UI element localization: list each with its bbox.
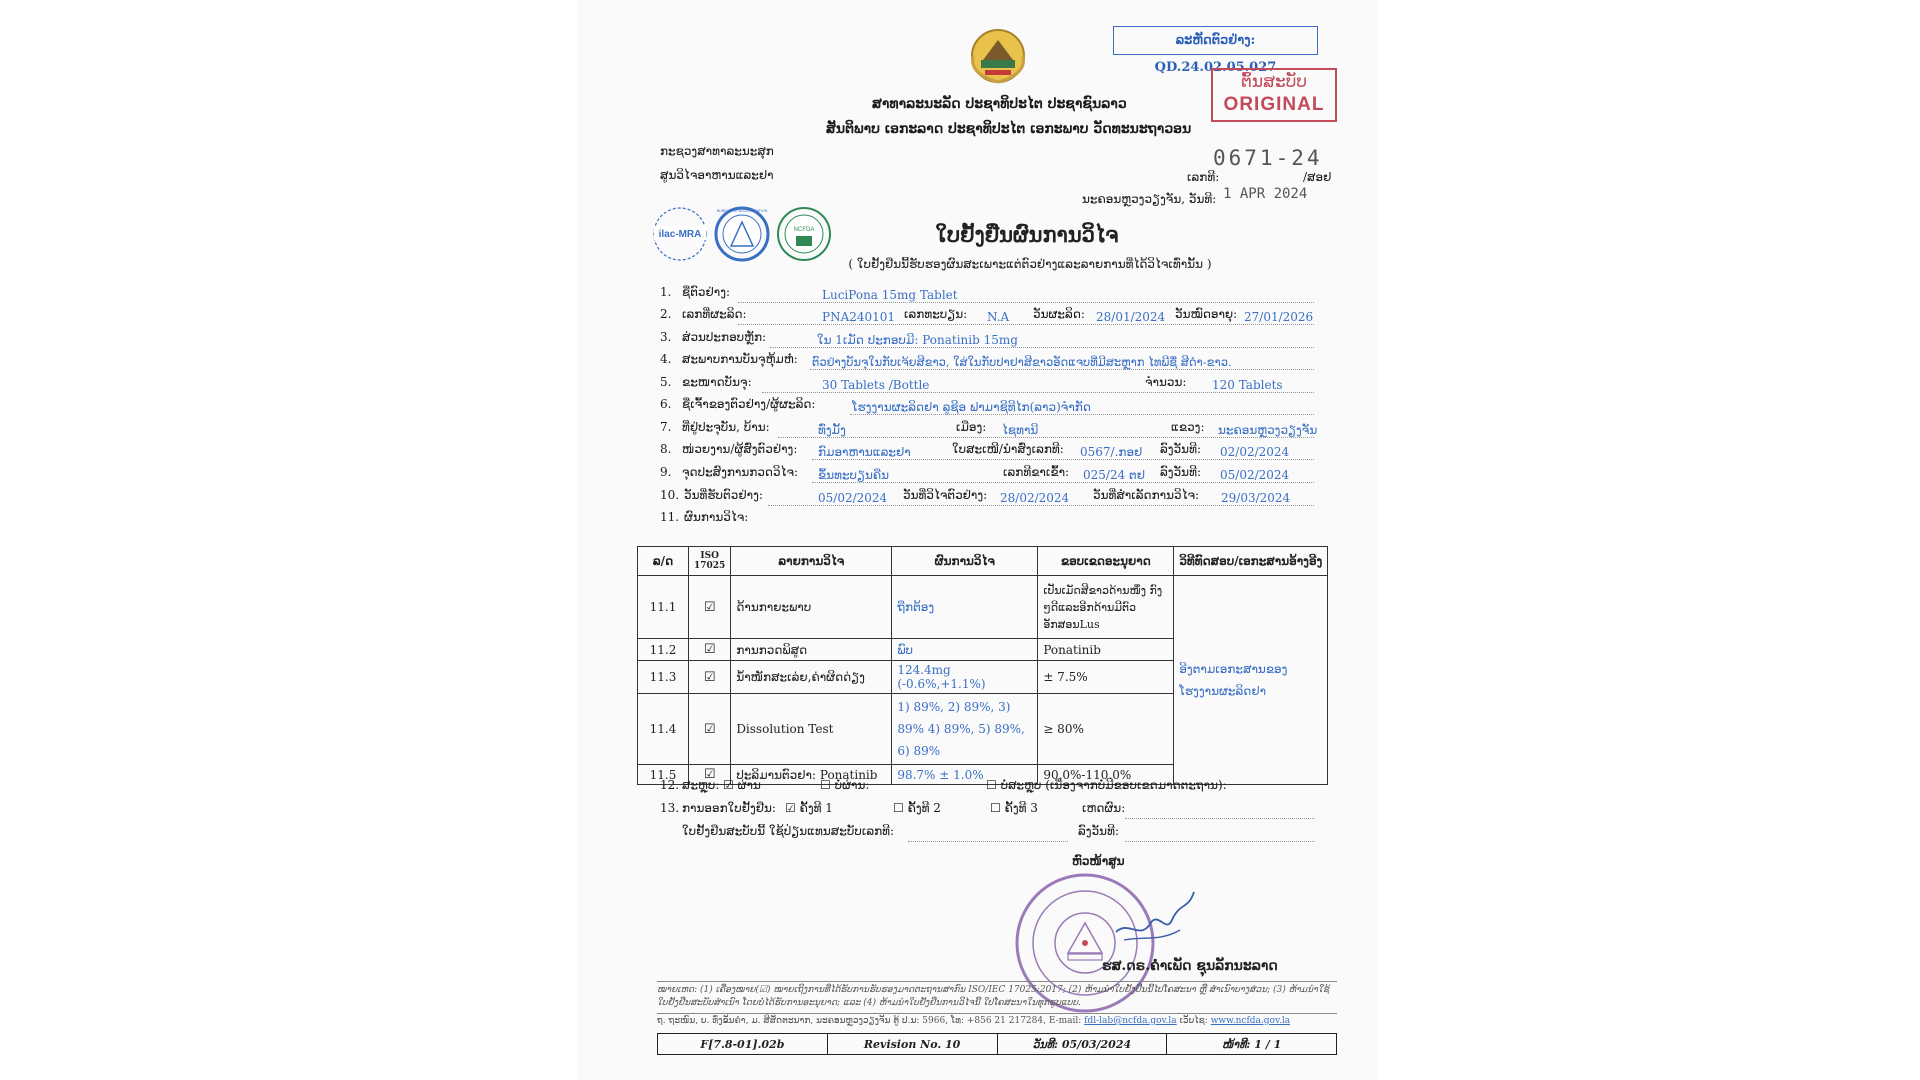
summary-pass: ☑ ຜ່ານ <box>723 778 761 792</box>
ncfda-logo-text: NCFDA <box>793 227 815 233</box>
bureau-accreditation-logo-text: BUREAU OF ACCREDITATION <box>716 209 768 213</box>
center-name: ສູນວິໄຈອາຫານແລະຢາ <box>660 168 774 182</box>
replace-line <box>908 841 1068 842</box>
field-11-label: ຜົນການວິໄຈ: <box>684 510 749 524</box>
test-limit: ≥ 80% <box>1038 694 1174 765</box>
packaging-condition: ຕົວຢ່າງບັນຈຸໃນກັບເຈ້ຍສີຂາວ, ໃສ່ໃນກັບປາຢາສີຂາວອັດແຈບທີ່ມີສະຫຼາກ ໄທພີຊື່ ສີດຳ-ຂາວ. <box>812 355 1232 369</box>
signatory-name: ຮສ.ດຣ.ຄຳເພັດ ຊຸນລັກນະລາດ <box>1102 958 1278 974</box>
field-2-line <box>738 324 1314 325</box>
iso-check-icon: ☑ <box>689 765 731 785</box>
field-8-label: ໜ່ວຍງານ/ຜູ້ສົ່ງຕົວຢ່າງ: <box>682 442 798 456</box>
field-5-line <box>762 392 1314 393</box>
request-date: 02/02/2024 <box>1220 445 1290 459</box>
signature-icon <box>1110 880 1200 950</box>
request-number: 0567/.ກອຢ <box>1080 445 1143 459</box>
field-7-number: 7. <box>660 420 672 434</box>
field-5-label: ຂະໜາດບັນຈຸ: <box>682 375 752 389</box>
signatory-title: ຫົວໜ້າສູນ <box>1072 854 1125 868</box>
intake-date: 05/02/2024 <box>1220 468 1290 482</box>
ilac-mra-logo-text: ilac-MRA <box>658 229 702 240</box>
test-item: ການກວດພິສູດ <box>731 639 892 661</box>
completion-date: 29/03/2024 <box>1221 491 1291 505</box>
completion-date-label: ວັນທີ່ສຳເລັດການວິໄຈ: <box>1093 488 1200 502</box>
col-no: ລ/ດ <box>638 547 689 576</box>
website-link[interactable]: www.ncfda.gov.la <box>1210 1016 1291 1026</box>
certificate-number: 0671-24 <box>1213 146 1323 170</box>
row-number: 11.2 <box>638 639 689 661</box>
issue-second: ☐ ຄັ້ງທີ 2 <box>893 801 941 815</box>
issue-date-stamp: 1 APR 2024 <box>1223 186 1308 202</box>
registration-label: ເລກທະບຽນ: <box>904 307 968 321</box>
analysis-date-label: ວັນທີ່ວິໄຈຕົວຢ່າງ: <box>903 488 988 502</box>
field-6-number: 6. <box>660 397 672 411</box>
address-text: ຖ. ຖະໜົນ, ບ. ທົ່ງຂັນຄຳ, ມ. ສີສັດຕະນາກ, ນະຄອນຫຼວງວຽງຈັນ ຕູ້ ປ.ນ: 5966, ໂທ: +856 21 217284, E-mail: <box>657 1016 1082 1026</box>
test-result: ຖືກຕ້ອງ <box>892 576 1038 639</box>
issue-first: ☑ ຄັ້ງທີ 1 <box>785 801 833 815</box>
field-4-line <box>810 369 1314 370</box>
registration-number: N.A <box>987 310 1010 324</box>
intake-number-label: ເລກທີຂາເຂົ້າ: <box>1003 465 1070 479</box>
results-table <box>637 546 1328 785</box>
village: ທົ່ງມັ້ງ <box>818 423 846 437</box>
col-test-item: ລາຍການວິໄຈ <box>731 547 892 576</box>
number-label: ເລກທີ: <box>1187 170 1220 184</box>
test-result: 124.4mg (-0.6%,+1.1%) <box>892 661 1038 694</box>
manufacture-date: 28/01/2024 <box>1096 310 1166 324</box>
col-method: ວິທີທົດສອບ/ເອກະສານອ້າງອີງ <box>1174 547 1328 576</box>
field-9-line <box>812 482 1314 483</box>
field-8-number: 8. <box>660 442 672 456</box>
package-size: 30 Tablets /Bottle <box>822 378 930 392</box>
province-label: ແຂວງ: <box>1171 420 1205 434</box>
field-7-label: ທີ່ຢູ່ປະຈຸບັນ, ບ້ານ: <box>682 420 770 434</box>
field-12-number: 12. <box>660 778 680 792</box>
test-item: ດ້ານກາຍະພາບ <box>731 576 892 639</box>
province: ນະຄອນຫຼວງວຽງຈັນ <box>1218 423 1318 437</box>
quantity: 120 Tablets <box>1212 378 1283 392</box>
iso-check-icon: ☑ <box>689 576 731 639</box>
intake-date-label: ລົງວັນທີ: <box>1160 465 1201 479</box>
certificate-subtitle: ( ໃບຢັ້ງຢືນນີ້ຮັບຮອງຜົນສະເພາະແຕ່ຕົວຢ່າງແລະລາຍການທີ່ໄດ້ວິໄຈເທົ່ານັ້ນ ) <box>848 257 1212 271</box>
field-4-label: ສະພາບການບັນຈຸຫຸ້ມຫໍ່: <box>682 352 798 366</box>
field-9-number: 9. <box>660 465 672 479</box>
expiry-date: 27/01/2026 <box>1244 310 1314 324</box>
manufacture-date-label: ວັນຜະລິດ: <box>1033 307 1085 321</box>
field-10-line <box>768 505 1314 506</box>
field-2-label: ເລກທີ່ຜະລິດ: <box>682 307 747 321</box>
test-result: 1) 89%, 2) 89%, 3) 89% 4) 89%, 5) 89%, 6) 89% <box>892 694 1038 765</box>
address-line <box>657 1016 1290 1026</box>
original-stamp-lao: ຕົ້ນສະບັບ <box>1240 72 1308 91</box>
footer-divider <box>657 981 1337 982</box>
ilac-mra-logo-icon <box>654 208 706 260</box>
form-code: F[7.8-01].02b <box>658 1034 828 1054</box>
quantity-label: ຈຳນວນ: <box>1145 375 1187 389</box>
footnote: ໝາຍເຫດ: (1) ເຄື່ອງໝາຍ(☑) ໝາຍເຖິງການທີ່ໄດ້ຮັບການຮັບຮອງມາດຕະຖານສາກົນ ISO/IEC 17025:2017; (2) ຫ້າມນຳໃບຢັ້ງຢືນນີ້ໄປໂຄສະນາ ຫຼື ສຳເນົາບາງສ່ວນ; (3) ຫ້າມນຳໃຊ້ໃບຢັ້ງຢືນສະບັບສຳເນົາ ໂດຍບໍ່ໄດ້ຮັບການອະນຸຍາດ; ແລະ (4) ຫ້າມນຳໃບຢັ້ງຢືນການວິໄຈນີ້ ໃປໂຄສະນາໃນທຸກຮູບແບບ. <box>657 985 1329 1008</box>
national-emblem-icon <box>963 26 1033 86</box>
issuance-label: ການອອກໃບຢັ້ງຢືນ: <box>682 801 776 815</box>
field-10-number: 10. <box>660 488 680 502</box>
field-3-number: 3. <box>660 330 672 344</box>
field-13-number: 13. <box>660 801 680 815</box>
header-line1: ສາທາລະນະລັດ ປະຊາທິປະໄຕ ປະຊາຊົນລາວ <box>872 96 1127 112</box>
form-revision: Revision No. 10 <box>828 1034 998 1054</box>
sample-code-box: ລະຫັດຕົວຢ່າງ: QD.24.02.05.027 <box>1113 26 1318 55</box>
replace-date-line <box>1125 841 1315 842</box>
manufacturer: ໂຮງງານຜະລິດຢາ ລູຊີອ ຟາມາຊີທີໄກ(ລາວ)ຈຳກັດ <box>852 400 1091 414</box>
row-number: 11.3 <box>638 661 689 694</box>
expiry-date-label: ວັນໝົດອາຍຸ: <box>1175 307 1238 321</box>
email-link[interactable]: fdl-lab@ncfda.gov.la <box>1084 1016 1177 1026</box>
issue-third: ☐ ຄັ້ງທີ 3 <box>990 801 1038 815</box>
sample-name: LuciPona 15mg Tablet <box>822 288 958 302</box>
field-9-label: ຈຸດປະສົງການກວດວິໄຈ: <box>682 465 799 479</box>
field-5-number: 5. <box>660 375 672 389</box>
test-item: Dissolution Test <box>731 694 892 765</box>
intake-number: 025/24 ຕຢ <box>1083 468 1145 482</box>
test-result: 98.7% ± 1.0% <box>892 765 1038 785</box>
bureau-accreditation-logo-icon <box>716 208 768 260</box>
col-iso: ISO 17025 <box>689 547 731 576</box>
test-limit: ເປັນເມັດສີຂາວດ້ານໜຶ່ງ ກົງໆດີແລະອີກດ້ານມີຕົວ ອັກສອນLus <box>1038 576 1174 639</box>
footer-divider-2 <box>657 1013 1337 1014</box>
test-item: ປະລິມານຕົວຢາ: Ponatinib <box>731 765 892 785</box>
replace-date-label: ລົງວັນທີ: <box>1078 824 1119 838</box>
field-1-label: ຊື່ຕົວຢ່າງ: <box>682 285 731 299</box>
test-result: ພົບ <box>892 639 1038 661</box>
iso-check-icon: ☑ <box>689 639 731 661</box>
number-suffix: /ສອຢ <box>1303 170 1332 184</box>
summary-no-conclusion: ☐ ບໍ່ສະຫຼຸບ (ເນື່ອງຈາກບໍ່ມີຂອບເຂດມາດຕະຖານ): <box>986 778 1227 792</box>
certificate-title: ໃບຢັ້ງຢືນຜົນການວິໄຈ <box>935 222 1119 247</box>
field-2-number: 2. <box>660 307 672 321</box>
test-limit: 90.0%-110.0% <box>1038 765 1174 785</box>
form-date: ວັນທີ: 05/03/2024 <box>998 1034 1168 1054</box>
accreditation-logos <box>650 206 832 264</box>
district-label: ເມືອງ: <box>956 420 987 434</box>
row-number: 11.4 <box>638 694 689 765</box>
results-table-header <box>638 547 1328 576</box>
received-date: 05/02/2024 <box>818 491 888 505</box>
row-number: 11.1 <box>638 576 689 639</box>
test-limit: ± 7.5% <box>1038 661 1174 694</box>
field-1-number: 1. <box>660 285 672 299</box>
form-page: ໜ້າທີ: 1 / 1 <box>1221 1037 1282 1051</box>
submitter: ກົມອາຫານແລະຢາ <box>818 445 911 459</box>
header-line2: ສັນຕິພາບ ເອກະລາດ ປະຊາທິປະໄຕ ເອກະພາບ ວັດທະນະຖາວອນ <box>826 121 1192 137</box>
field-1-line <box>738 302 1314 303</box>
website-label: ເວັບໄຊ: <box>1179 1016 1208 1026</box>
form-footer <box>657 1033 1337 1055</box>
field-3-line <box>770 347 1314 348</box>
analysis-date: 28/02/2024 <box>1000 491 1070 505</box>
reason-line <box>1125 818 1315 819</box>
test-item: ນ້ຳໜັກສະເລ່ຍ,ຄ່າຜິດດ່ຽງ <box>731 661 892 694</box>
test-method: ອີງຕາມເອກະສານຂອງ ໂຮງງານຜະລິດຢາ <box>1174 576 1328 785</box>
original-stamp-en: ORIGINAL <box>1223 94 1325 115</box>
field-8-line <box>812 459 1314 460</box>
table-row <box>638 576 1328 639</box>
request-date-label: ລົງວັນທີ: <box>1160 442 1201 456</box>
replace-label: ໃບຢັ້ງຢືນສະບັບນີ້ ໃຊ້ປ່ຽນແທນສະບັບເລກທີ: <box>682 824 895 838</box>
field-7-line <box>778 437 1314 438</box>
field-6-line <box>850 414 1314 415</box>
field-4-number: 4. <box>660 352 672 366</box>
field-3-label: ສ່ວນປະກອບຫຼັກ: <box>682 330 767 344</box>
original-stamp <box>1211 68 1337 122</box>
field-10-label: ວັນທີ່ຮັບຕົວຢ່າງ: <box>684 488 763 502</box>
composition: ໃນ 1ເມັດ ປະກອບມີ: Ponatinib 15mg <box>817 333 1018 347</box>
col-result: ຜົນການວິໄຈ <box>892 547 1038 576</box>
batch-number: PNA240101 <box>822 310 896 324</box>
request-number-label: ໃບສະເໜີ/ນຳສົ່ງເລກທີ: <box>952 442 1064 456</box>
summary-fail: ☐ ບໍ່ຜ່ານ: <box>820 778 870 792</box>
row-number: 11.5 <box>638 765 689 785</box>
col-limit: ຂອບເຂດອະນຸຍາດ <box>1038 547 1174 576</box>
ncfda-logo-icon <box>778 208 830 260</box>
iso-check-icon: ☑ <box>689 661 731 694</box>
reason-label: ເຫດຜົນ: <box>1082 801 1126 815</box>
district: ໄຊທານີ <box>1002 423 1039 437</box>
test-limit: Ponatinib <box>1038 639 1174 661</box>
issue-date-label: ນະຄອນຫຼວງວຽງຈັນ, ວັນທີ: <box>1082 192 1217 206</box>
iso-check-icon: ☑ <box>689 694 731 765</box>
ministry-name: ກະຊວງສາທາລະນະສຸກ <box>660 144 774 158</box>
field-6-label: ຊື່ເຈົ້າຂອງຕົວຢ່າງ/ຜູ້ຜະລິດ: <box>682 397 816 411</box>
summary-label: ສະຫຼຸບ: <box>682 778 720 792</box>
field-11-number: 11. <box>660 510 680 524</box>
test-purpose: ຂຶ້ນທະບຽນຄືນ <box>818 468 890 482</box>
